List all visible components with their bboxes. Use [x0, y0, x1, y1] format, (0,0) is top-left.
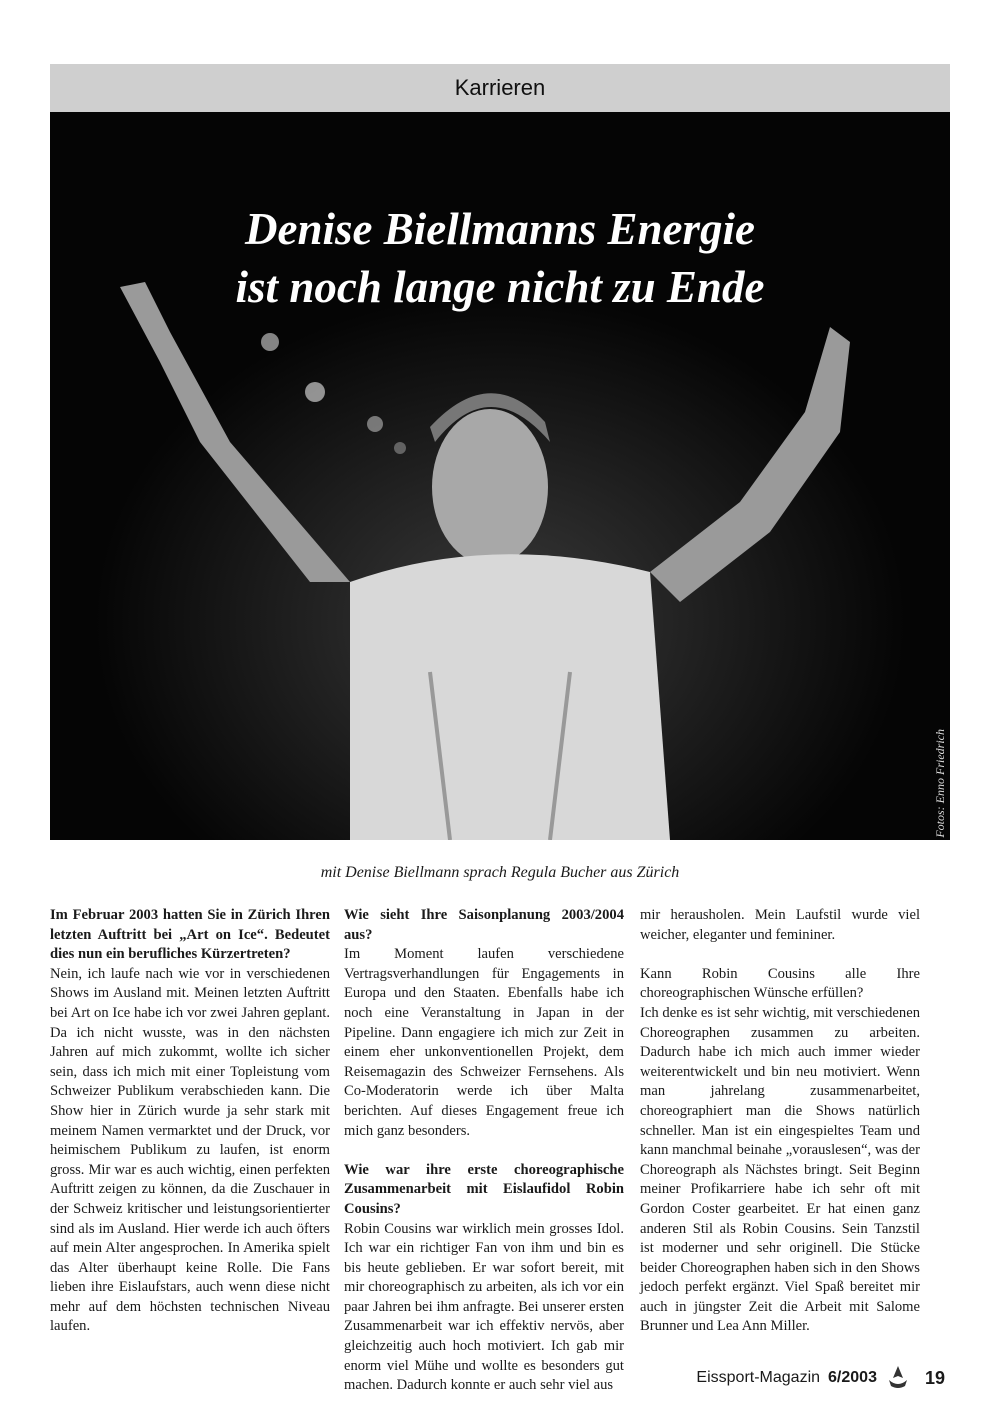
- headline: [50, 200, 950, 316]
- answer: Robin Cousins war wirklich mein grosses Idol. Ich war ein richtiger Fan von ihm und bin es bis heute geblieben. Er war sofort bereit, mit mir choreographisch zu arbeiten, als ich vor ein paar Jahren bei ihm anfragte. Bei unserer ersten Zusammenarbeit war ich effektiv nervös, aber gleichzeitig auch hoch motiviert. Ich gab mir enorm viel Mühe und wollte es besonders gut machen. Dadurch konnte er auch sehr viel aus: [344, 1220, 624, 1394]
- section-title: Karrieren: [454, 75, 546, 100]
- answer: Ich denke es ist sehr wichtig, mit verschiedenen Choreographen zusammen zu arbeiten. Dadurch habe ich mich auch immer wieder weiterentwickelt und bin neu motiviert. Wenn man jahrelang zusammenarbeitet, choreographiert man die Shows natürlich schneller. Man ist ein eingespieltes Team und kann manchmal beinahe „vorauslesen“, was der Choreograph als Nächstes bringt. Seit Beginn meiner Profikarriere habe ich sehr oft mit Gordon Coster gearbeitet. Er hat einen ganz anderen Stil als Robin Cousins. Sein Tanzstil ist moderner und sehr originell. Die Stücke beider Choreographen haben sich in den Shows jedoch perfekt ergänzt. Viel Spaß bereitet mir auch in jüngster Zeit die Arbeit mit Salome Brunner und Lea Ann Miller.: [640, 1004, 920, 1335]
- column-3: [640, 906, 920, 1337]
- issue-number: 6/2003: [828, 1369, 877, 1386]
- magazine-logo-icon: [885, 1364, 911, 1392]
- question: Kann Robin Cousins alle Ihre choreographischen Wünsche erfüllen?: [640, 965, 920, 1002]
- answer: Im Moment laufen verschiedene Vertragsverhandlungen für Engagements in Europa und den Staaten. Ebenfalls habe ich noch eine Veranstaltung in Japan in der Pipeline. Dann engagiere ich mich zur Zeit in einem eher unkonventionellen Projekt, dem Reisemagazin des Schweizer Fernsehens. Als Co-Moderatorin werde ich über Malta berichten. Auf dieses Engagement freue ich mich ganz besonders.: [344, 946, 624, 1139]
- hero-photo: [50, 112, 950, 840]
- column-1: [50, 906, 330, 1337]
- headline-line-1: Denise Biellmanns Energie: [244, 204, 756, 254]
- question: Wie sieht Ihre Saisonplanung 2003/2004 aus?: [344, 907, 624, 943]
- page-number: 19: [924, 1367, 945, 1388]
- answer: Nein, ich laufe nach wie vor in verschiedenen Shows im Ausland mit. Meinen letzten Auftritt bei Art on Ice habe ich vor zwei Jahren geplant. Da ich nicht wusste, was in den nächsten Jahren auf mich zukommt, wollte ich sicher sein, dass ich mich mit einer Topleistung vom Schweizer Publikum verabschieden kann. Die Show hier in Zürich wurde ja sehr stark mit meinem Namen vermarktet und der Druck, vor heimischem Publikum zu laufen, ist enorm gross. Mir war es auch wichtig, einen perfekten Auftritt zeigen zu können, da die Zuschauer in der Schweiz kritischer und leistungsorientierter sind als im Ausland. Hier werde ich auch öfters auf mein Alter angesprochen. In Amerika spielt das Alter überhaupt keine Rolle. Die Fans lieben ihre Eislaufstars, auch wenn diese nicht mehr auf dem höchsten technischen Niveau laufen.: [50, 965, 330, 1335]
- question: Im Februar 2003 hatten Sie in Zürich Ihren letzten Auftritt bei „Art on Ice“. Bedeutet dies nun ein berufliches Kürzertreten?: [50, 907, 330, 963]
- answer-continued: mir herausholen. Mein Laufstil wurde viel weicher, eleganter und femininer.: [640, 907, 920, 943]
- photo-credit: Fotos: Enno Friedrich: [933, 729, 947, 838]
- section-header: [50, 64, 950, 112]
- page-footer: [696, 1364, 945, 1392]
- magazine-name: Eissport-Magazin: [696, 1369, 821, 1386]
- byline: mit Denise Biellmann sprach Regula Bucher aus Zürich: [320, 864, 680, 881]
- headline-line-2: ist noch lange nicht zu Ende: [235, 262, 765, 312]
- question: Wie war ihre erste choreographische Zusammenarbeit mit Eislaufidol Robin Cousins?: [344, 1161, 624, 1217]
- column-2: [344, 906, 624, 1396]
